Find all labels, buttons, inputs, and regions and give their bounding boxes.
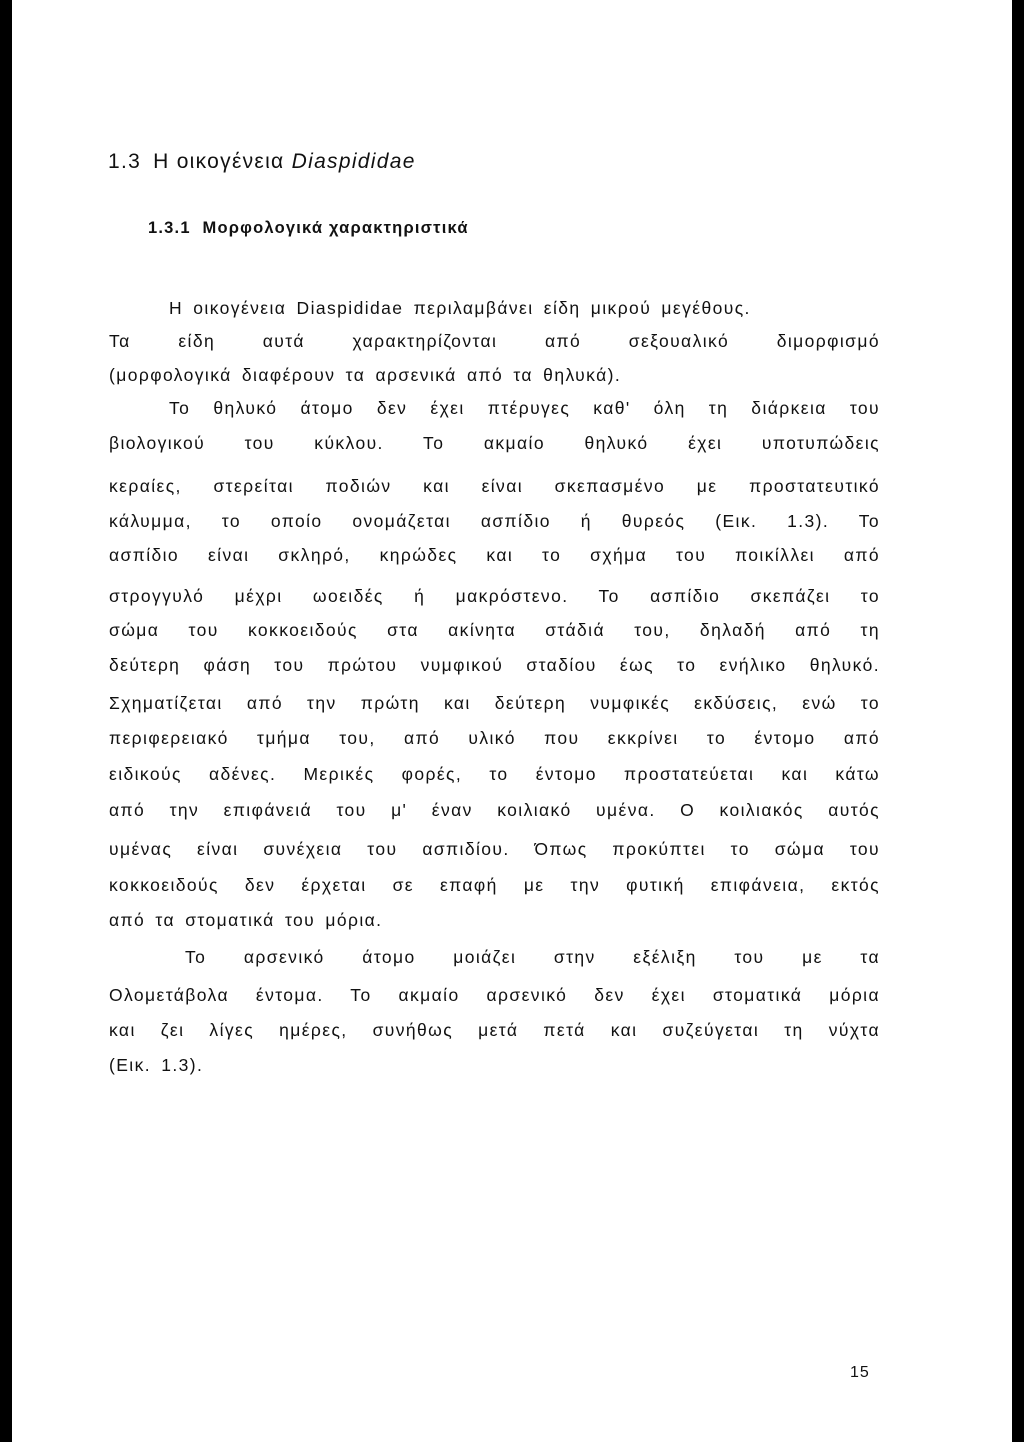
body-line: από τα στοματικά του μόρια. [109, 910, 383, 930]
subsection-number: 1.3.1 [148, 219, 191, 237]
body-line: από την επιφάνειά του μ' έναν κοιλιακό υμένα. Ο κοιλιακός αυτός [109, 800, 880, 820]
paper-sheet [12, 0, 1012, 1442]
body-line: βιολογικού του κύκλου. Το ακμαίο θηλυκό έχει υποτυπώδεις [109, 433, 880, 453]
body-line: κάλυμμα, το οποίο ονομάζεται ασπίδιο ή θυρεός (Εικ. 1.3). Το [109, 511, 880, 531]
body-line: και ζει λίγες ημέρες, συνήθως μετά πετά και συζεύγεται τη νύχτα [109, 1020, 880, 1040]
body-line: δεύτερη φάση του πρώτου νυμφικού σταδίου έως το ενήλικο θηλυκό. [109, 655, 880, 675]
body-line: σώμα του κοκκοειδούς στα ακίνητα στάδιά του, δηλαδή από τη [109, 620, 880, 640]
body-line: Σχηματίζεται από την πρώτη και δεύτερη νυμφικές εκδύσεις, ενώ το [109, 693, 880, 713]
body-line: Το θηλυκό άτομο δεν έχει πτέρυγες καθ' όλη τη διάρκεια του [169, 398, 880, 418]
body-line: στρογγυλό μέχρι ωοειδές ή μακρόστενο. Το ασπίδιο σκεπάζει το [109, 586, 880, 606]
body-line: Τα είδη αυτά χαρακτηρίζονται από σεξουαλικό διμορφισμό [109, 331, 880, 351]
body-line: (Εικ. 1.3). [109, 1055, 204, 1075]
body-line: Το αρσενικό άτομο μοιάζει στην εξέλιξη του με τα [185, 947, 880, 967]
subsection-heading [148, 219, 469, 238]
body-line: περιφερειακό τμήμα του, από υλικό που εκκρίνει το έντομο από [109, 728, 880, 748]
body-line: υμένας είναι συνέχεια του ασπιδίου. Όπως προκύπτει το σώμα του [109, 839, 880, 859]
body-line: Η οικογένεια Diaspididae περιλαμβάνει είδη μικρού μεγέθους. [169, 298, 751, 318]
section-number: 1.3 [108, 150, 142, 173]
body-line: ειδικούς αδένες. Μερικές φορές, το έντομο προστατεύεται και κάτω [109, 764, 880, 784]
subsection-title: Μορφολογικά χαρακτηριστικά [202, 219, 469, 237]
section-title-family: Diaspididae [291, 150, 416, 173]
body-line: ασπίδιο είναι σκληρό, κηρώδες και το σχήμα του ποικίλλει από [109, 545, 880, 565]
section-heading [108, 150, 416, 174]
body-line: κεραίες, στερείται ποδιών και είναι σκεπασμένο με προστατευτικό [109, 476, 880, 496]
body-line: (μορφολογικά διαφέρουν τα αρσενικά από τα θηλυκά). [109, 365, 622, 385]
body-line: Ολομετάβολα έντομα. Το ακμαίο αρσενικό δεν έχει στοματικά μόρια [109, 985, 880, 1005]
body-line: κοκκοειδούς δεν έρχεται σε επαφή με την φυτική επιφάνεια, εκτός [109, 875, 880, 895]
section-title-prefix: Η οικογένεια [153, 150, 285, 173]
page-number: 15 [850, 1364, 870, 1381]
